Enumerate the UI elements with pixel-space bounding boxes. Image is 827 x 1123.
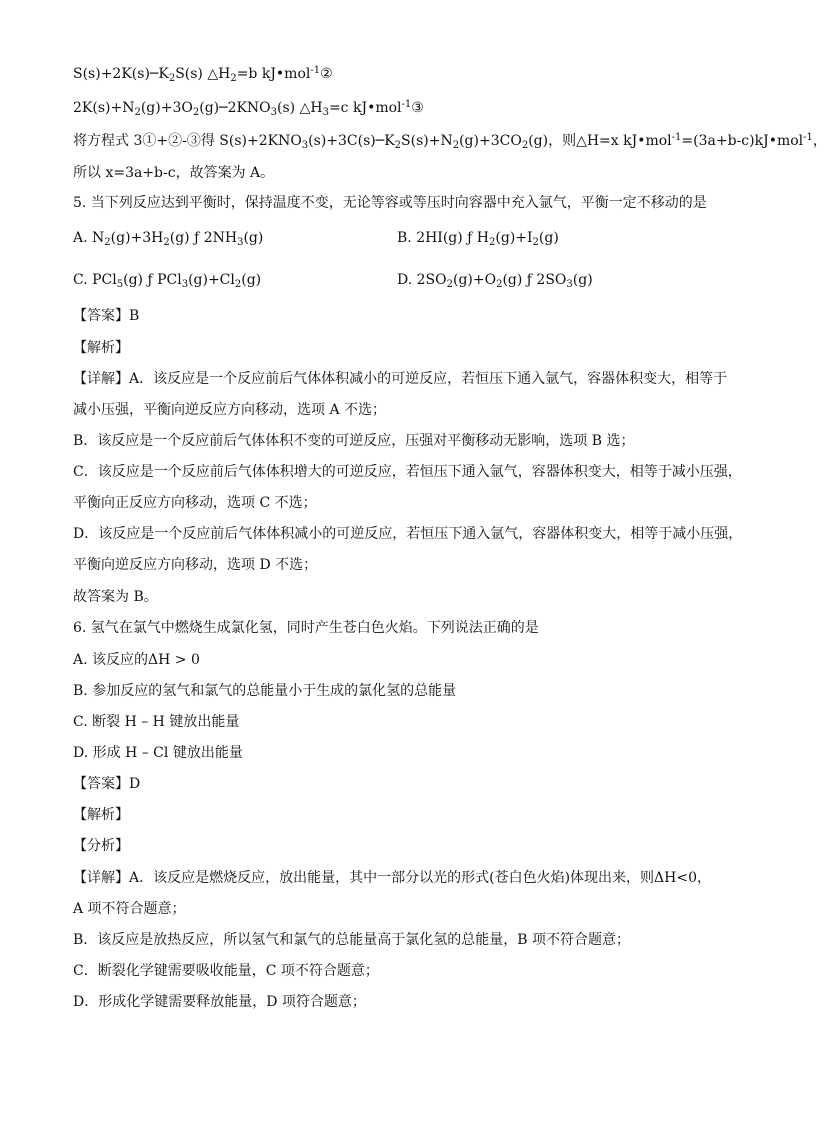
text-line: 平衡向正反应方向移动，选项 C 不选；	[73, 495, 317, 511]
text-line: D．形成化学键需要释放能量，D 项符合题意；	[73, 994, 366, 1010]
text-line: 6. 氢气在氯气中燃烧生成氯化氢，同时产生苍白色火焰。下列说法正确的是	[73, 620, 539, 636]
question-5-option: A. $N_2(g)+3H_2(g)$ ƒ $2NH_3(g)$	[73, 230, 264, 248]
text-line: A 项不符合题意；	[73, 901, 186, 917]
text-line: B．该反应是放热反应，所以氢气和氯气的总能量高于氯化氢的总能量，B 项不符合题意；	[73, 932, 631, 948]
text-line: 所以 x=3a+b-c，故答案为 A。	[73, 165, 275, 181]
text-line: 减小压强，平衡向逆反应方向移动，选项 A 不选；	[73, 402, 387, 418]
text-line: D．该反应是一个反应前后气体体积减小的可逆反应，若恒压下通入氩气，容器体积变大，相等于减小压强，	[73, 526, 743, 542]
text-line: B．该反应是一个反应前后气体体积不变的可逆反应，压强对平衡移动无影响，选项 B 选；	[73, 433, 635, 449]
text-line: 【解析】	[73, 807, 129, 823]
text-line: 【分析】	[73, 838, 129, 854]
text-line: C．断裂化学键需要吸收能量，C 项不符合题意；	[73, 963, 379, 979]
question-5-option: D. $2SO_2(g)+O_2(g)$ ƒ $2SO_3(g)$	[397, 272, 593, 290]
text-line: C. 断裂 H – H 键放出能量	[73, 714, 240, 730]
text-line: 【解析】	[73, 340, 129, 356]
text-line: $S(s)+2K(s)─K_2S(s)$ $\triangle H_2=b$ kJ•mol$^{-1}$②	[73, 65, 333, 84]
text-line: 【详解】A．该反应是一个反应前后气体体积减小的可逆反应，若恒压下通入氩气，容器体积变大，相等于	[73, 371, 728, 387]
text-line: 平衡向逆反应方向移动，选项 D 不选；	[73, 557, 318, 573]
text-line: 5. 当下列反应达到平衡时，保持温度不变，无论等容或等压时向容器中充入氩气，平衡一定不移动的是	[73, 195, 707, 211]
text-line: 将方程式 3①+②-③得 $S(s)+2KNO_3(s)+3C(s)─K_2S(s)+N_2(g)+3CO_2(g)$，则△H=x kJ•mol$^{-1}$=(3a+b-c)kJ•mol$^{-1}$，	[73, 132, 827, 151]
text-line: C．该反应是一个反应前后气体体积增大的可逆反应，若恒压下通入氩气，容器体积变大，相等于减小压强，	[73, 464, 742, 480]
text-line: 【答案】B	[73, 308, 140, 324]
question-5-option: C. PCl$_5$(g) ƒ $PCl_3(g)+Cl_2(g)$	[73, 272, 262, 290]
text-line: D. 形成 H – Cl 键放出能量	[73, 745, 243, 761]
text-line: 【答案】D	[73, 776, 141, 792]
text-line: $2K(s)+N_2(g)+3O_2(g)─2KNO_3(s)$ $\triangle H_3=c$ kJ•mol$^{-1}$③	[73, 99, 424, 118]
question-5-option: B. 2HI(g) ƒ $H_2(g)+I_2(g)$	[397, 230, 559, 248]
text-line: 【详解】A．该反应是燃烧反应，放出能量，其中一部分以光的形式(苍白色火焰)体现出来，则ΔH<0，	[73, 870, 711, 886]
text-line: 故答案为 B。	[73, 589, 158, 605]
text-line: A. 该反应的ΔH > 0	[73, 652, 200, 668]
text-line: B. 参加反应的氢气和氯气的总能量小于生成的氯化氢的总能量	[73, 683, 457, 699]
